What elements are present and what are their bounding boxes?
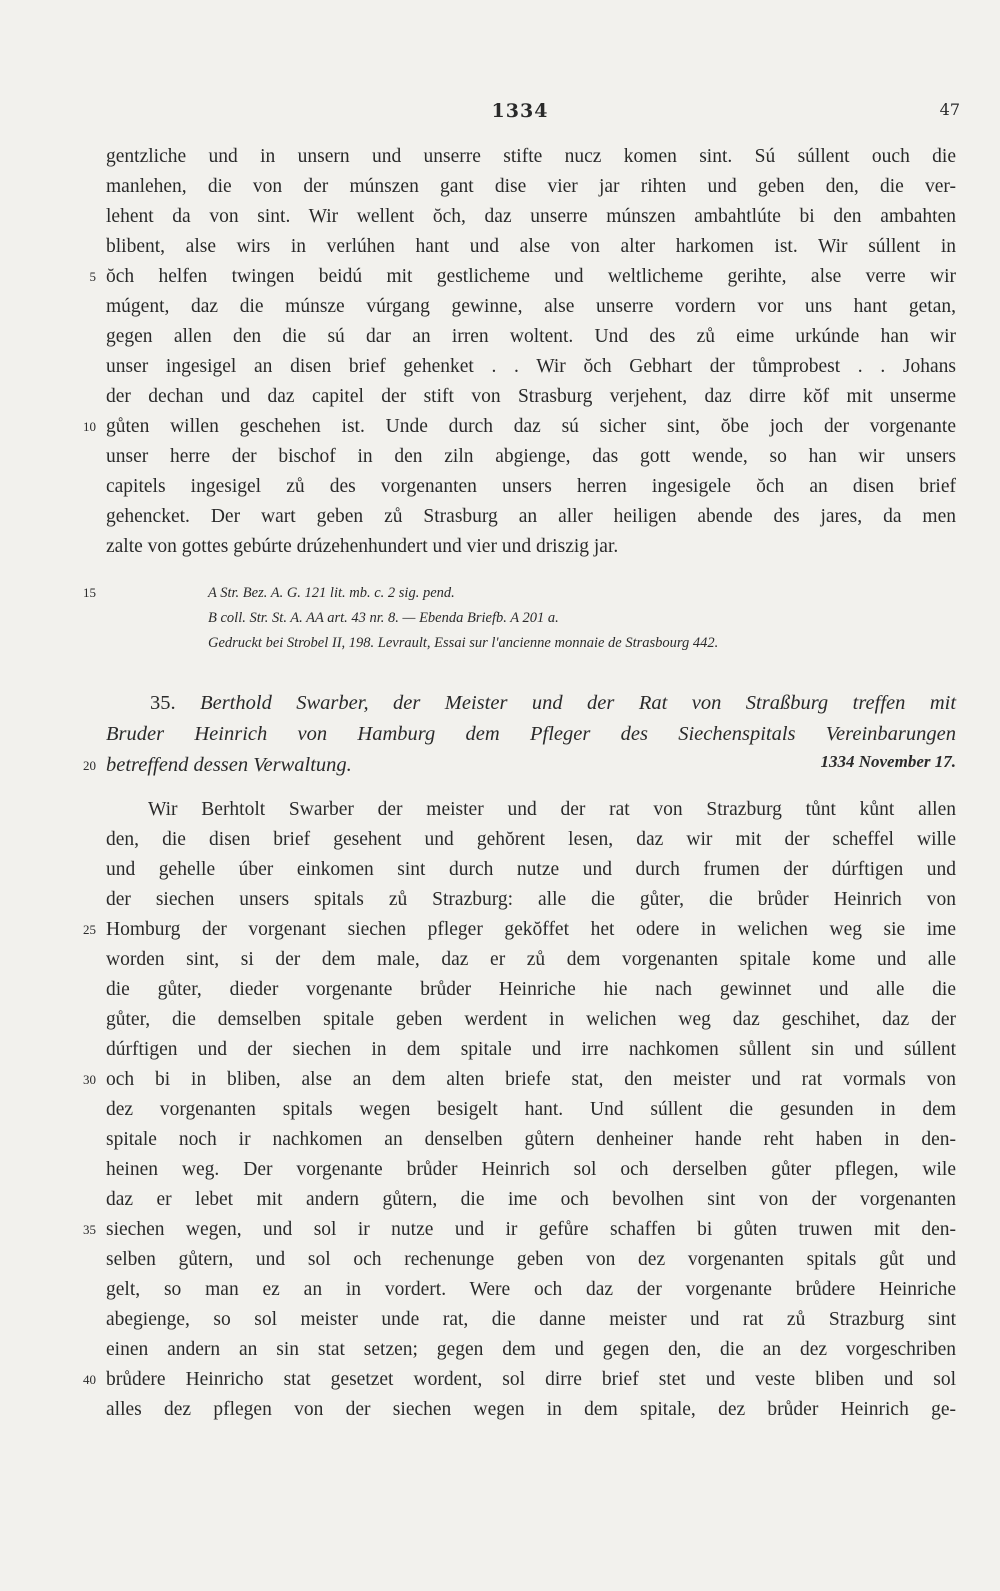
text-line: gůter, die demselben spitale geben werdent in welichen weg daz geschihet, daz der — [106, 1009, 956, 1030]
line-number: 20 — [83, 758, 96, 773]
text-line: die gůter, dieder vorgenante brůder Heinriche hie nach gewinnet und alle die — [106, 979, 956, 1000]
source-line: Gedruckt bei Strobel II, 198. Levrault, Essai sur l'ancienne monnaie de Strasbourg 442. — [208, 635, 719, 651]
text-line: capitels ingesigel zů des vorgenanten unsers herren ingesigele ŏch an disen brief — [106, 476, 956, 497]
source-line: B coll. Str. St. A. AA art. 43 nr. 8. — Ebenda Briefb. A 201 a. — [208, 610, 559, 626]
page-year: 1334 — [491, 100, 549, 122]
text-line: den, die disen brief gesehent und gehŏrent lesen, daz wir mit der scheffel wille — [106, 829, 956, 850]
line-number: 15 — [83, 585, 96, 600]
text-line: Wir Berhtolt Swarber der meister und der rat von Strazburg tůnt kůnt allen — [148, 799, 956, 820]
text-line: unser herre der bischof in den ziln abgienge, das gott wende, so han wir unsers — [106, 446, 956, 467]
line-number: 30 — [83, 1072, 96, 1087]
line-number: 25 — [83, 922, 96, 937]
text-line: unser ingesigel an disen brief gehenket . . Wir ŏch Gebhart der tůmprobest . . Johans — [106, 356, 956, 377]
text-line: Homburg der vorgenant siechen pfleger gekŏffet het odere in welichen weg sie ime — [106, 919, 956, 940]
text-line: siechen wegen, und sol ir nutze und ir gefůre schaffen bi gůten truwen mit den- — [106, 1219, 956, 1240]
text-line: alles dez pflegen von der siechen wegen in dem spitale, dez brůder Heinrich ge- — [106, 1399, 956, 1420]
text-line: abegienge, so sol meister unde rat, die danne meister und rat zů Strazburg sint — [106, 1309, 956, 1330]
line-number: 35 — [83, 1222, 96, 1237]
text-line: der dechan und daz capitel der stift von Strasburg verjehent, daz dirre kŏf mit unserme — [106, 386, 956, 407]
heading-line: betreffend dessen Verwaltung. — [106, 754, 352, 776]
text-line: ŏch helfen twingen beidú mit gestlicheme und weltlicheme gerihte, alse verre wir — [106, 266, 956, 287]
line-number: 40 — [83, 1372, 96, 1387]
text-line: und gehelle úber einkomen sint durch nutze und durch frumen der dúrftigen und — [106, 859, 956, 880]
text-line: dez vorgenanten spitals wegen besigelt hant. Und súllent die gesunden in dem — [106, 1099, 956, 1120]
heading-number: 35. — [150, 692, 176, 714]
text-line: selben gůtern, und sol och rechenunge geben von dez vorgenanten spitals gůt und — [106, 1249, 956, 1270]
heading-first-line — [150, 687, 956, 719]
text-line: einen andern an sin stat setzen; gegen dem und gegen den, die an dez vorgeschriben — [106, 1339, 956, 1360]
text-line: heinen weg. Der vorgenante brůder Heinrich sol och derselben gůter pflegen, wile — [106, 1159, 956, 1180]
source-line: A Str. Bez. A. G. 121 lit. mb. c. 2 sig. pend. — [208, 585, 455, 601]
text-line: dúrftigen und der siechen in dem spitale und irre nachkomen sůllent sin und súllent — [106, 1039, 956, 1060]
text-line: spitale noch ir nachkomen an denselben gůtern denheiner hande reht haben in den- — [106, 1129, 956, 1150]
text-line: der siechen unsers spitals zů Strazburg: alle die gůter, die brůder Heinrich von — [106, 889, 956, 910]
text-line: brůdere Heinricho stat gesetzet wordent, sol dirre brief stet und veste bliben und sol — [106, 1369, 956, 1390]
text-line: gegen allen den die sú dar an irren woltent. Und des zů eime urkúnde han wir — [106, 326, 956, 347]
text-line: gůten willen geschehen ist. Unde durch daz sú sicher sint, ŏbe joch der vorgenante — [106, 416, 956, 437]
heading-line: Berthold Swarber, der Meister und der Rat von Straßburg treffen mit — [200, 692, 957, 714]
text-line: manlehen, die von der múnszen gant dise vier jar rihten und geben den, die ver- — [106, 176, 956, 197]
heading-date: 1334 November 17. — [820, 752, 956, 771]
text-line: blibent, alse wirs in verlúhen hant und alse von alter harkomen ist. Wir súllent in — [106, 236, 956, 257]
text-line: och bi in bliben, alse an dem alten briefe stat, den meister und rat vormals von — [106, 1069, 956, 1090]
text-line: zalte von gottes gebúrte drúzehenhundert und vier und driszig jar. — [106, 536, 619, 557]
text-line: worden sint, si der dem male, daz er zů dem vorgenanten spitale kome und alle — [106, 949, 956, 970]
page-number: 47 — [939, 100, 960, 119]
text-line: gelt, so man ez an in vordert. Were och daz der vorgenante brůdere Heinriche — [106, 1279, 956, 1300]
text-line: lehent da von sint. Wir wellent ŏch, daz unserre múnszen ambahtlúte bi den ambahten — [106, 206, 956, 227]
text-line: gentzliche und in unsern und unserre stifte nucz komen sint. Sú súllent ouch die — [106, 146, 956, 167]
page-header — [0, 100, 1000, 130]
line-number: 10 — [83, 419, 96, 434]
text-line: gehencket. Der wart geben zů Strasburg an aller heiligen abende des jares, da men — [106, 506, 956, 527]
text-line: múgent, daz die múnsze vúrgang gewinne, alse unserre vordern vor uns hant getan, — [106, 296, 956, 317]
text-line: daz er lebet mit andern gůtern, die ime och bevolhen sint von der vorgenanten — [106, 1189, 956, 1210]
line-number: 5 — [89, 269, 96, 284]
heading-line: Bruder Heinrich von Hamburg dem Pfleger des Siechenspitals Vereinbarungen — [106, 723, 956, 745]
